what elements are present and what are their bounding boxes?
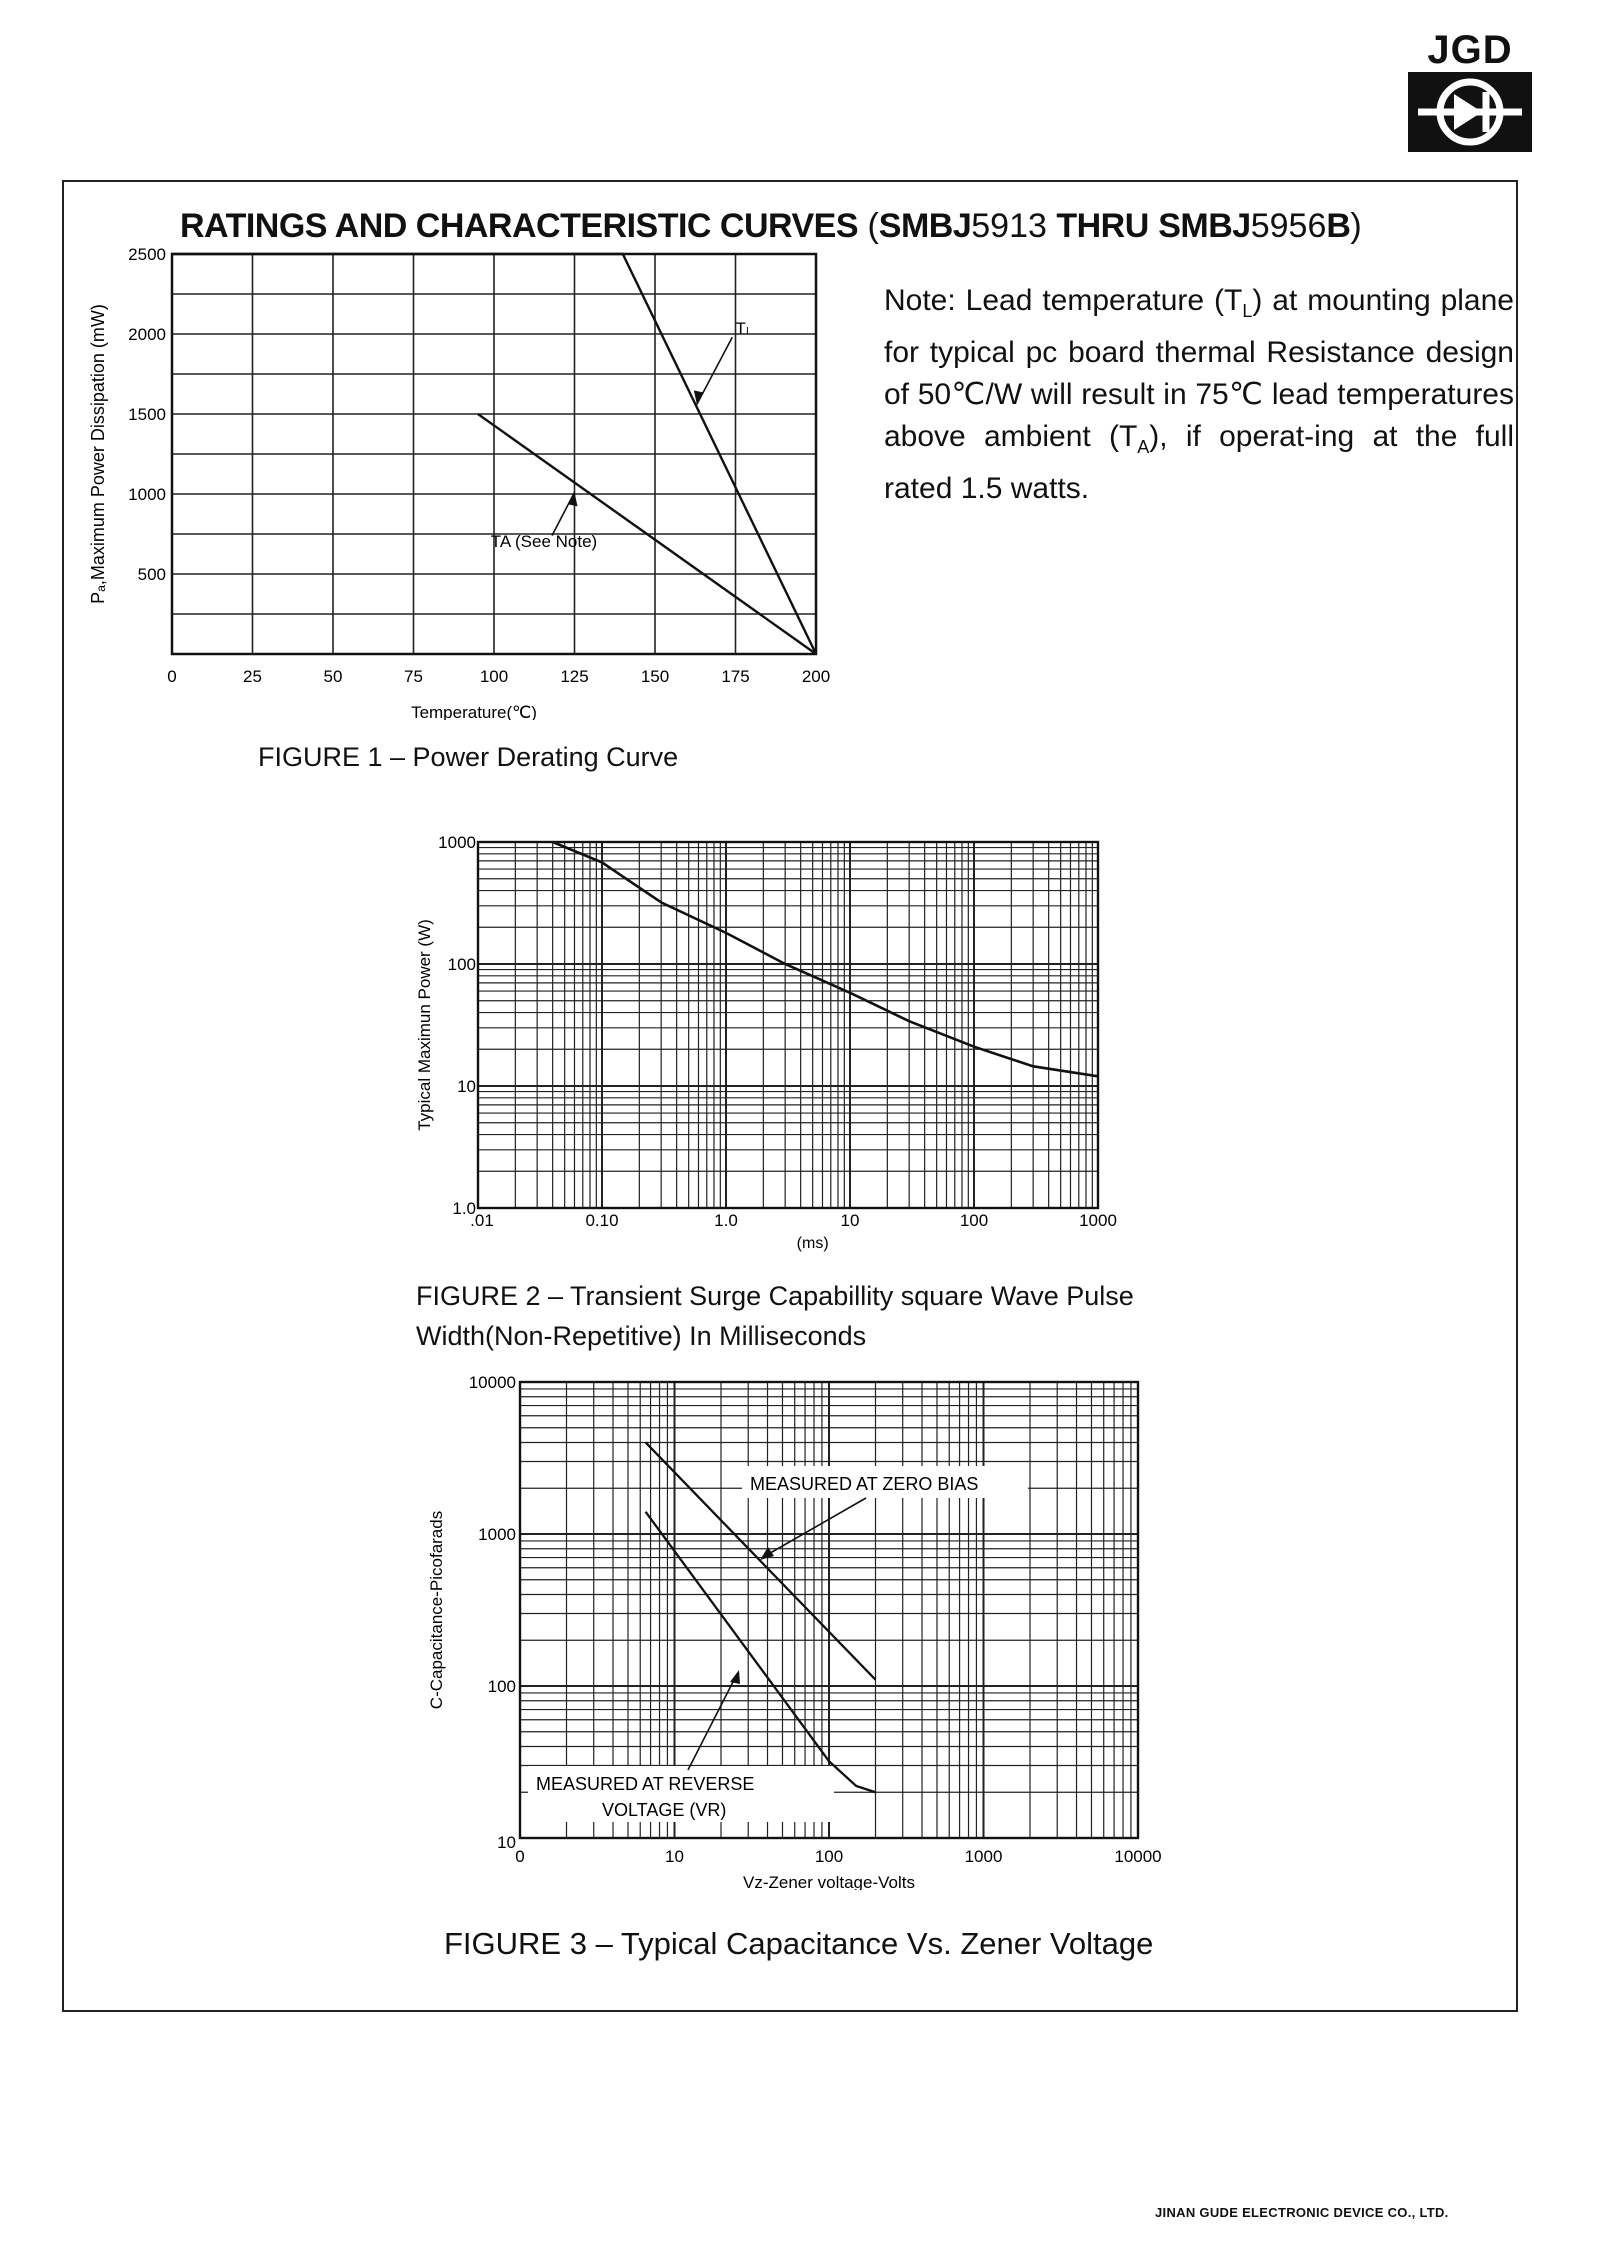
y-tick-label: 10 xyxy=(497,1833,516,1852)
x-tick-label: 1000 xyxy=(964,1847,1003,1866)
x-tick-label: 0 xyxy=(515,1847,525,1866)
y-tick-label: 1000 xyxy=(128,485,166,504)
x-tick-label: 10 xyxy=(840,1211,860,1230)
x-tick-label: 50 xyxy=(323,667,343,686)
x-tick-label: .01 xyxy=(470,1211,494,1230)
y-tick-label: 1.0 xyxy=(452,1199,476,1218)
annotation-leader-reverse xyxy=(688,1676,736,1770)
annotation-label-reverse-line1: MEASURED AT REVERSE xyxy=(536,1774,755,1794)
x-tick-label: 1.0 xyxy=(714,1211,738,1230)
figure3-capacitance-chart xyxy=(420,1370,1180,1890)
annotation-label-reverse-line2: VOLTAGE (VR) xyxy=(602,1800,727,1820)
x-tick-label: 100 xyxy=(814,1847,844,1866)
x-tick-label: 1000 xyxy=(1079,1211,1117,1230)
series-prefix-2: SMBJ xyxy=(1158,207,1251,245)
x-tick-label: 10000 xyxy=(1114,1847,1162,1866)
title-paren-open: ( xyxy=(867,207,879,245)
note-part-a: Note: Lead temperature (T xyxy=(884,284,1243,317)
figure1-caption: FIGURE 1 – Power Derating Curve xyxy=(258,742,679,772)
figure2-transient-surge-chart xyxy=(400,820,1140,1260)
note-sub-a: A xyxy=(1137,437,1150,457)
x-tick-label: 100 xyxy=(479,667,509,686)
x-tick-label: 75 xyxy=(404,667,423,686)
series-num-1: 5913 xyxy=(971,207,1047,245)
title-thru: THRU xyxy=(1056,207,1149,245)
title-main: RATINGS AND CHARACTERISTIC CURVES xyxy=(180,207,859,245)
figure1-power-derating-chart xyxy=(70,240,870,720)
series-line-pulse-power xyxy=(553,842,1098,1076)
y-tick-label: 2500 xyxy=(128,245,166,264)
series-suffix-2: B xyxy=(1326,207,1351,245)
annotation-leader-tl xyxy=(697,337,732,404)
plot-frame xyxy=(478,842,1098,1208)
y-tick-label: 1000 xyxy=(438,833,476,852)
title-paren-close: ) xyxy=(1350,207,1362,245)
note-sub-l: L xyxy=(1242,301,1253,321)
x-tick-label: 200 xyxy=(801,667,831,686)
series-num-2: 5956 xyxy=(1250,207,1327,245)
y-axis-label: Pₐ,Maximum Power Dissipation (mW) xyxy=(88,304,108,604)
series-prefix-1: SMBJ xyxy=(878,207,972,245)
annotation-label-ta: TA (See Note) xyxy=(490,531,598,551)
figure2-caption: FIGURE 2 – Transient Surge Capabillity square Wave Pulse Width(Non-Repetitive) In Milliseconds xyxy=(416,1281,1134,1351)
x-tick-label: 175 xyxy=(721,667,750,686)
brand-name: JGD xyxy=(1427,28,1513,72)
x-tick-label: 10 xyxy=(665,1847,684,1866)
x-tick-label: 150 xyxy=(640,667,670,686)
x-tick-label: 125 xyxy=(560,667,589,686)
lead-temperature-note xyxy=(884,280,1514,510)
annotation-leader-ta xyxy=(552,492,575,535)
y-tick-label: 1500 xyxy=(128,405,166,424)
x-tick-label: 25 xyxy=(243,667,262,686)
annotation-arrow-reverse xyxy=(730,1670,740,1684)
diode-logo-icon xyxy=(1408,72,1532,152)
company-footer: JINAN GUDE ELECTRONIC DEVICE CO., LTD. xyxy=(1155,2205,1449,2220)
annotation-label-zero-bias: MEASURED AT ZERO BIAS xyxy=(750,1474,979,1494)
y-axis-label: C-Capacitance-Picofarads xyxy=(427,1510,446,1710)
note-part-c: ), if operat-ing at the full rated 1.5 watts. xyxy=(884,420,1515,505)
y-tick-label: 2000 xyxy=(128,325,166,344)
y-tick-label: 100 xyxy=(447,955,476,974)
x-tick-label: 0 xyxy=(167,667,177,686)
y-tick-label: 100 xyxy=(487,1677,516,1696)
y-tick-label: 1000 xyxy=(478,1525,516,1544)
x-tick-label: 100 xyxy=(959,1211,989,1230)
y-tick-label: 10000 xyxy=(468,1373,516,1392)
x-axis-label: Vz-Zener voltage-Volts xyxy=(743,1873,915,1890)
x-axis-label: (ms) xyxy=(796,1235,829,1252)
x-tick-label: 0.10 xyxy=(585,1211,619,1230)
y-tick-label: 10 xyxy=(457,1077,476,1096)
note-part-b: ) at mounting plane for typical pc board thermal Resistance design of 50℃/W will result in 75℃ lead temperatures above ambient (T xyxy=(884,284,1514,453)
annotation-label-tl: Tₗ xyxy=(735,319,749,338)
x-axis-label: Temperature(℃) xyxy=(411,703,537,720)
y-tick-label: 500 xyxy=(137,565,166,584)
y-axis-label: Typical Maximun Power (W) xyxy=(415,919,434,1131)
annotation-leader-zero-bias xyxy=(765,1498,866,1556)
series-line-reverse-voltage xyxy=(646,1512,876,1792)
figure3-caption: FIGURE 3 – Typical Capacitance Vs. Zener Voltage xyxy=(444,1926,1154,1961)
